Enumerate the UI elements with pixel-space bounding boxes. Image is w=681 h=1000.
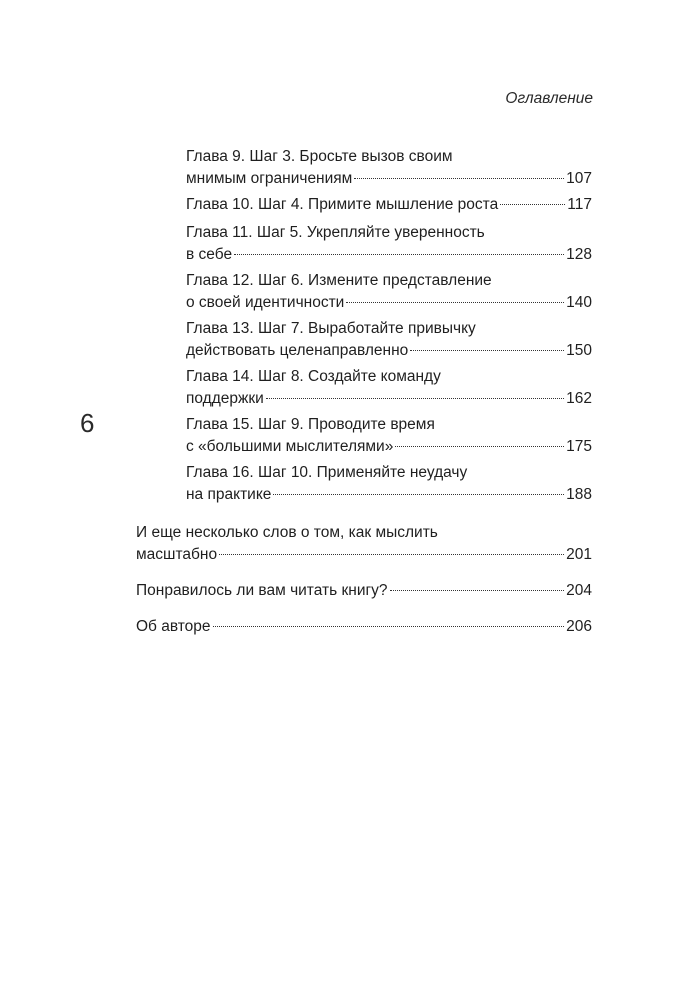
toc-entry-line1: Глава 16. Шаг 10. Применяйте неудачу <box>186 464 468 481</box>
dot-leader <box>354 178 564 179</box>
running-head: Оглавление <box>505 90 593 107</box>
toc-page-number: 117 <box>567 196 592 213</box>
toc-entry-line2: Понравилось ли вам читать книгу? <box>136 582 388 599</box>
toc-entry-line1: Глава 14. Шаг 8. Создайте команду <box>186 368 441 385</box>
toc-entry-line2: мнимым ограничениям <box>186 170 353 187</box>
toc-page-number: 162 <box>566 390 592 407</box>
toc-entry-line2: в себе <box>186 246 233 263</box>
dot-leader <box>346 302 564 303</box>
toc-entry-line1: Глава 12. Шаг 6. Измените представление <box>186 272 492 289</box>
toc-entry-chapter-16[interactable] <box>186 462 592 506</box>
toc-page-number: 128 <box>566 246 592 263</box>
toc-entry-chapter-9[interactable] <box>186 146 592 190</box>
toc-entry-line2: о своей идентичности <box>186 294 345 311</box>
toc-entry-line2: действовать целенаправленно <box>186 342 409 359</box>
toc-page-number: 201 <box>566 546 592 563</box>
toc-page-number: 150 <box>566 342 592 359</box>
toc-entry-chapter-15[interactable] <box>186 414 592 458</box>
dot-leader <box>390 590 565 591</box>
dot-leader <box>410 350 564 351</box>
dot-leader <box>213 626 565 627</box>
toc-entry-chapter-11[interactable] <box>186 222 592 266</box>
toc-entry-line2: на практике <box>186 486 272 503</box>
toc-page-number: 204 <box>566 582 592 599</box>
toc-entry-about-author[interactable] <box>136 616 592 638</box>
toc-entry-line2: поддержки <box>186 390 264 407</box>
toc-entry-chapter-12[interactable] <box>186 270 592 314</box>
toc-entry-line1: Глава 13. Шаг 7. Выработайте привычку <box>186 320 476 337</box>
toc-page-number: 107 <box>566 170 592 187</box>
toc-entry-line2: Об авторе <box>136 618 211 635</box>
dot-leader <box>234 254 564 255</box>
toc-page-number: 206 <box>566 618 592 635</box>
dot-leader <box>266 398 564 399</box>
toc-entry-afterword[interactable] <box>136 522 592 566</box>
page-number: 6 <box>80 408 95 438</box>
toc-entry-line1: И еще несколько слов о том, как мыслить <box>136 524 438 541</box>
toc-entry-chapter-13[interactable] <box>186 318 592 362</box>
toc-entry-chapter-14[interactable] <box>186 366 592 410</box>
toc-entry-chapter-10[interactable] <box>186 194 592 216</box>
dot-leader <box>500 204 565 205</box>
toc-page-number: 175 <box>566 438 592 455</box>
dot-leader <box>395 446 564 447</box>
toc-entry-line1: Глава 9. Шаг 3. Бросьте вызов своим <box>186 148 453 165</box>
toc-entry-line1: Глава 15. Шаг 9. Проводите время <box>186 416 435 433</box>
toc-page-number: 188 <box>566 486 592 503</box>
dot-leader <box>219 554 564 555</box>
toc-entry-feedback[interactable] <box>136 580 592 602</box>
dot-leader <box>273 494 564 495</box>
toc-entry-line2: масштабно <box>136 546 218 563</box>
toc-page-number: 140 <box>566 294 592 311</box>
toc-entry-line2: с «большими мыслителями» <box>186 438 394 455</box>
toc-entry-line2: Глава 10. Шаг 4. Примите мышление роста <box>186 196 499 213</box>
toc-entry-line1: Глава 11. Шаг 5. Укрепляйте уверенность <box>186 224 485 241</box>
